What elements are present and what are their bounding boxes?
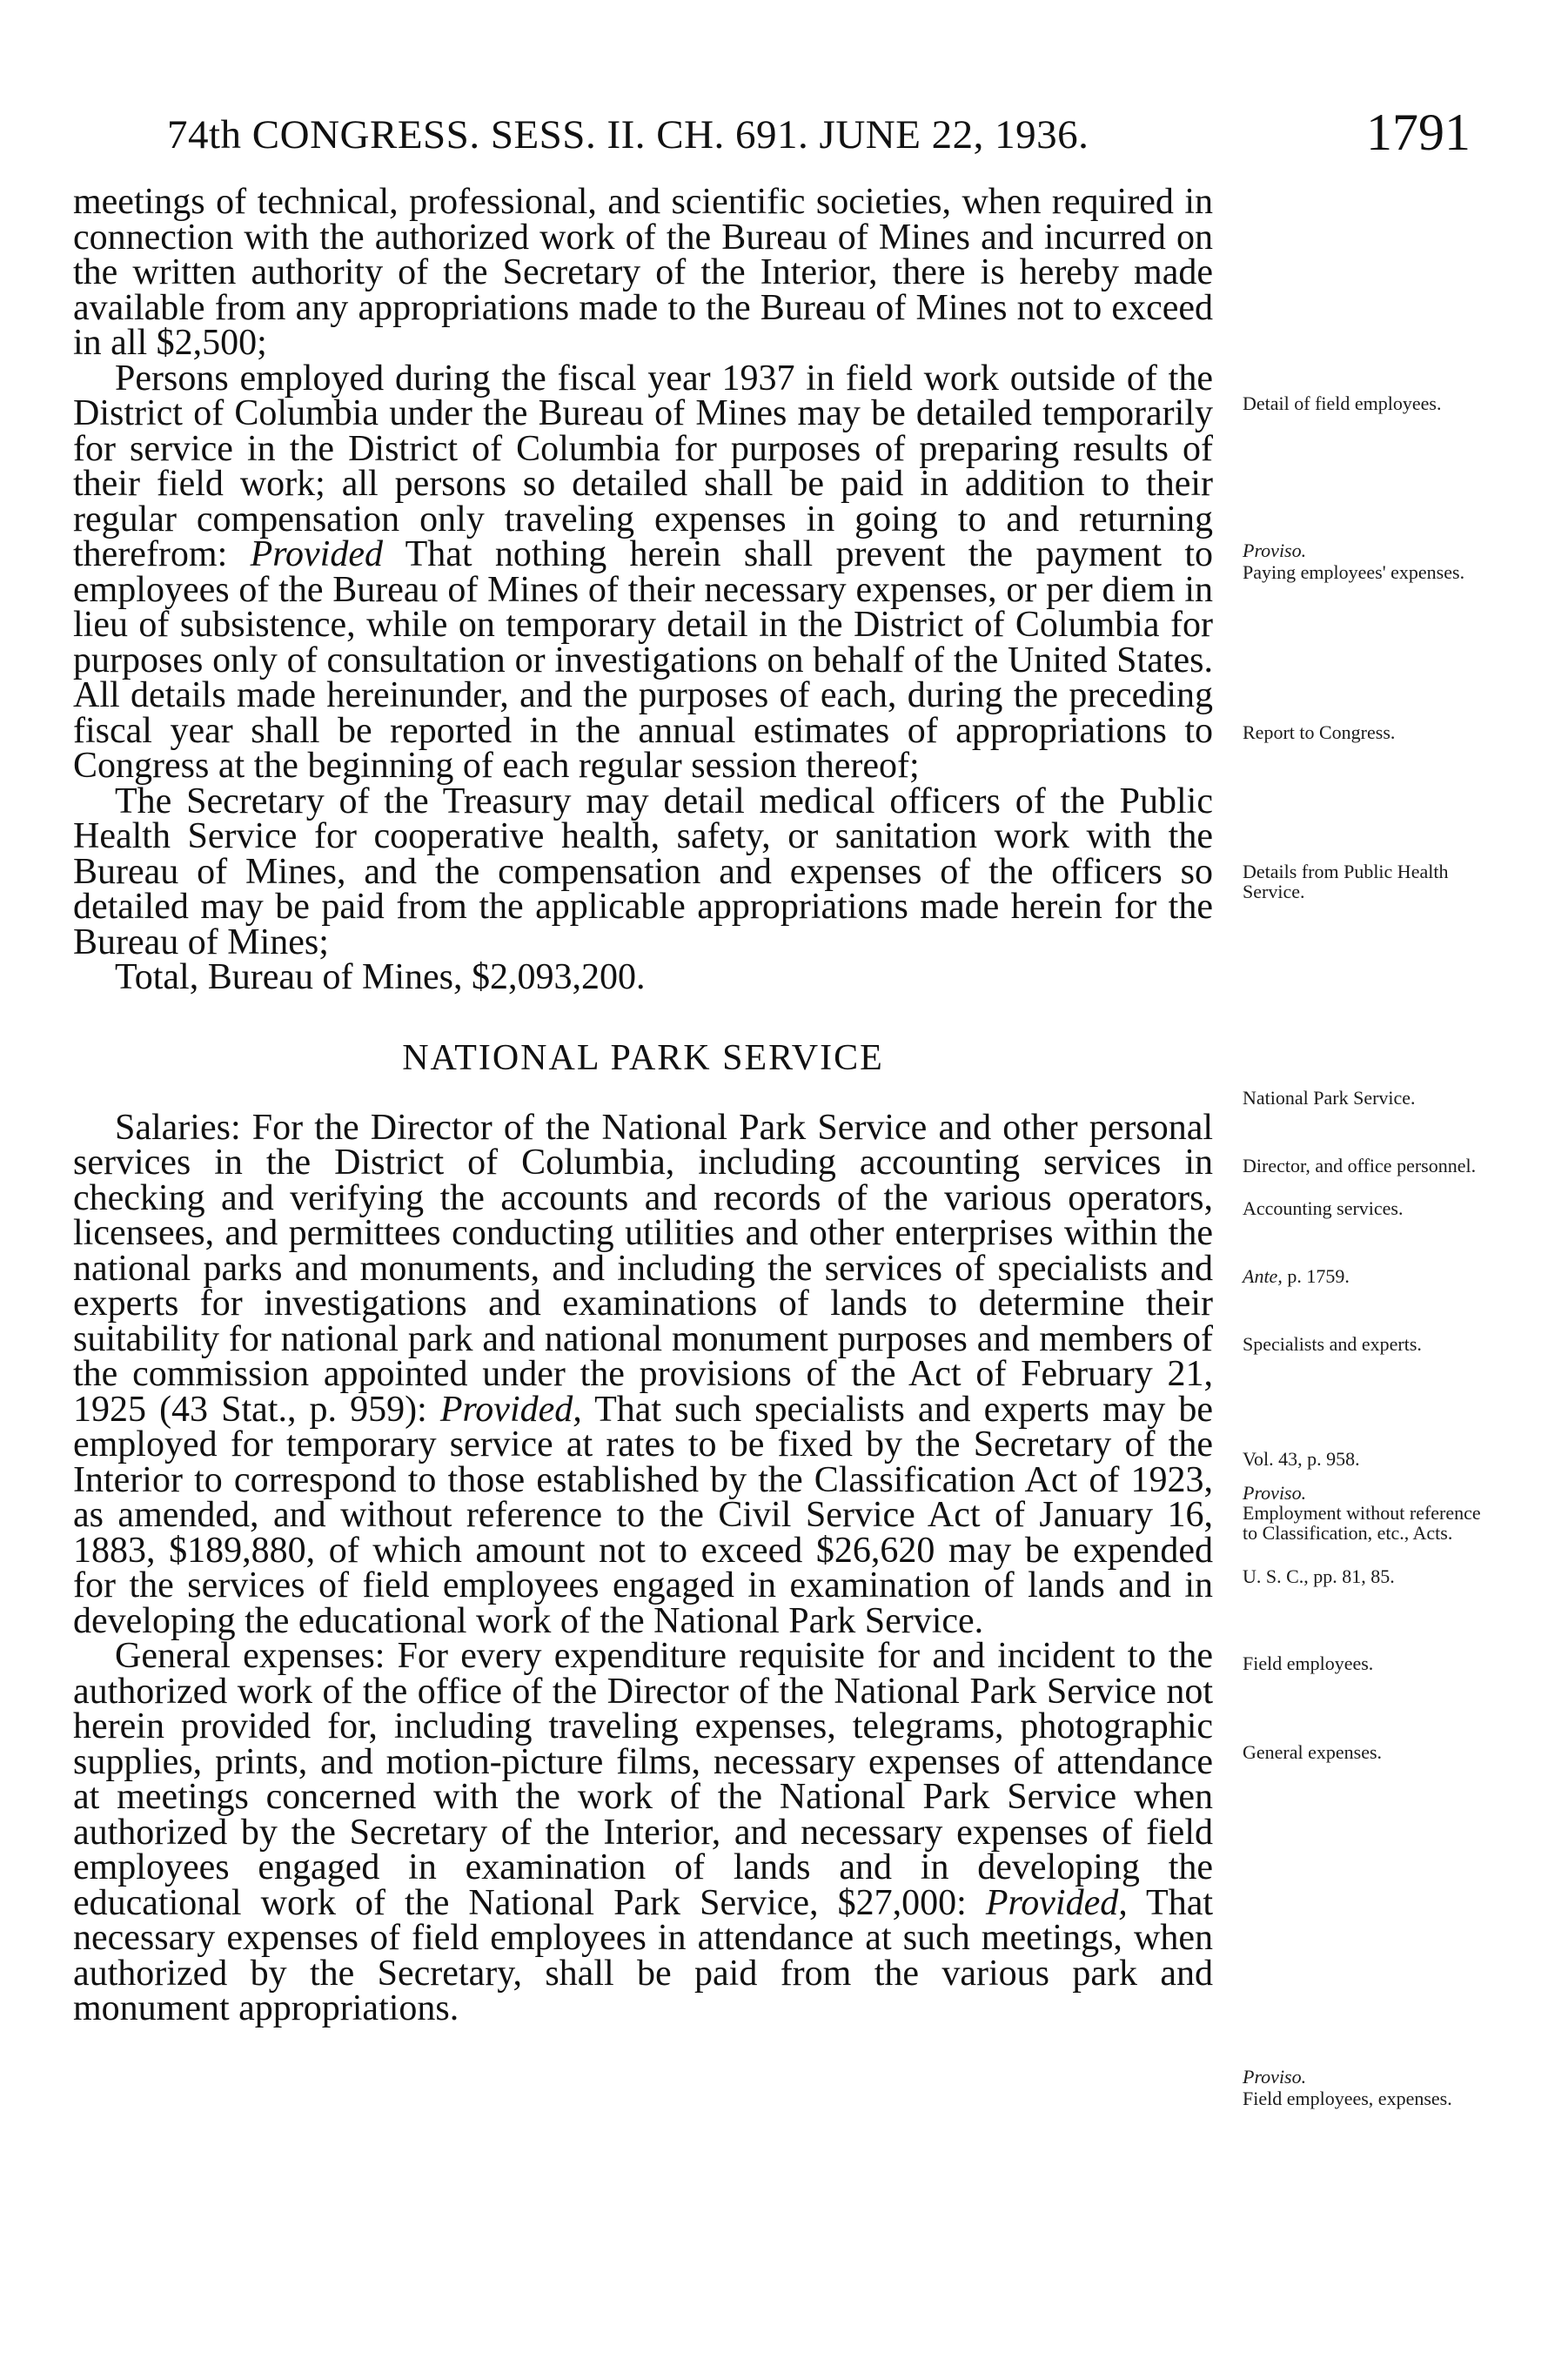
paragraph-text: That nothing herein shall prevent the payment to employees of the Bureau of Mines of their necessary expenses, or per diem in lieu of subsistence, while on temporary detail in the District of Columbia for purposes only of consultation or investigations on behalf of the United States. All details made hereinunder, and the purposes of each, during the preceding fiscal year shall be reported in the annual estimates of appropriations to Congress at the beginning of each regular session thereof; — [73, 534, 1214, 786]
margin-note-vol43: Vol. 43, p. 958. — [1243, 1448, 1360, 1470]
provided-keyword: Provided, — [439, 1389, 582, 1430]
paragraph-text: General expenses: For every expenditure requisite for and incident to the authorized work of the office of the Director of the National Park Service not herein provided for, including traveling expenses, telegrams, photographic supplies, prints, and motion-picture films, necessary expenses of attendance at meetings concerned with the work of the National Park Service when authorized by the Secretary of the Interior, and necessary expenses of field employees engaged in examination of lands and in developing the educational work of the National Park Service, $27,000: — [73, 1636, 1213, 1923]
page-header — [122, 103, 1471, 172]
margin-note-accounting-services: Accounting services. — [1243, 1197, 1404, 1219]
margin-note-field-employees-expenses: Field employees, expenses. — [1243, 2088, 1452, 2109]
paragraph-text: Salaries: For the Director of the National Park Service and other personal services in the District of Columbia, including accounting services in checking and verifying the accounts and records of the various operators, licensees, and permittees conducting utilities and other enterprises within the national parks and monuments, and including the services of specialists and experts for investigations and examinations of lands to determine their suitability for national park and national monument purposes and members of the commission appointed under the provisions of the Act of February 21, 1925 (43 Stat., p. 959): — [73, 1107, 1213, 1430]
margin-note-director-office: Director, and office personnel. — [1243, 1155, 1477, 1176]
section-heading: NATIONAL PARK SERVICE — [402, 1037, 884, 1078]
margin-note-employment-reference: Employment without reference to Classification, etc., Acts. — [1243, 1502, 1481, 1544]
provided-keyword: Provided, — [985, 1882, 1128, 1923]
ante-keyword: Ante, — [1243, 1265, 1283, 1287]
paragraph-bureau-total: Total, Bureau of Mines, $2,093,200. — [115, 957, 646, 997]
main-text — [73, 184, 1213, 2027]
ante-page: p. 1759. — [1287, 1265, 1350, 1287]
paragraph-general-expenses — [73, 1636, 1214, 2028]
margin-note-national-park-service: National Park Service. — [1243, 1087, 1416, 1109]
margin-note-proviso: Proviso. — [1243, 540, 1307, 561]
paragraph-bureau-mines-meetings: meetings of technical, professional, and scientific societies, when required in connection with the authorized work of the Bureau of Mines and incurred on the written authority of the Secretary of the Interior, there is hereby made available from any appropriations made to the Bureau of Mines not to exceed in all $2,500; — [73, 182, 1213, 363]
paragraph-text: That such specialists and experts may be employed for temporary service at rates to be fixed by the Secretary of the Interior to correspond to those established by the Classification Act of 1923, as amended, and without reference to the Civil Service Act of January 16, 1883, $189,880, of which amount not to exceed $26,620 may be expended for the services of field employees engaged in examination of lands and in developing the educational work of the National Park Service. — [73, 1389, 1214, 1641]
margin-note-paying-expenses: Paying employees' expenses. — [1243, 561, 1465, 583]
paragraph-public-health-details: The Secretary of the Treasury may detail medical officers of the Public Health Service for cooperative health, safety, or sanitation work with the Bureau of Mines, and the compensation and expenses of the officers so detailed may be paid from the applicable appropriations made herein for the Bureau of Mines; — [73, 781, 1213, 962]
margin-note-details-public-health: Details from Public Health Service. — [1243, 861, 1449, 902]
paragraph-field-employees-detail — [73, 358, 1214, 786]
paragraph-salaries — [73, 1107, 1214, 1641]
running-head: 74th CONGRESS. SESS. II. CH. 691. JUNE 22, 1936. — [167, 112, 1089, 158]
margin-note-usc: U. S. C., pp. 81, 85. — [1243, 1565, 1395, 1587]
margin-note-detail-field-employees: Detail of field employees. — [1243, 392, 1442, 414]
paragraph-text: That necessary expenses of field employees in attendance at such meetings, when authorized by the Secretary, shall be paid from the various park and monument appropriations. — [73, 1882, 1214, 2028]
margin-note-general-expenses: General expenses. — [1243, 1741, 1383, 1763]
margin-note-ante — [1243, 1266, 1486, 1286]
margin-note-specialists: Specialists and experts. — [1243, 1333, 1422, 1355]
margin-note-field-employees: Field employees. — [1243, 1652, 1374, 1674]
page-number: 1791 — [1366, 104, 1471, 161]
margin-note-proviso: Proviso. — [1243, 1482, 1307, 1504]
margin-note-proviso: Proviso. — [1243, 2066, 1307, 2088]
provided-keyword: Provided — [250, 534, 383, 574]
margin-note-report-congress: Report to Congress. — [1243, 721, 1396, 743]
paragraph-text: Persons employed during the fiscal year 1937 in field work outside of the District of Columbia under the Bureau of Mines may be detailed temporarily for service in the District of Columbia for purposes of preparing results of their field work; all persons so detailed shall be paid in addition to their regular compensation only traveling expenses in going to and returning therefrom: — [73, 358, 1213, 574]
